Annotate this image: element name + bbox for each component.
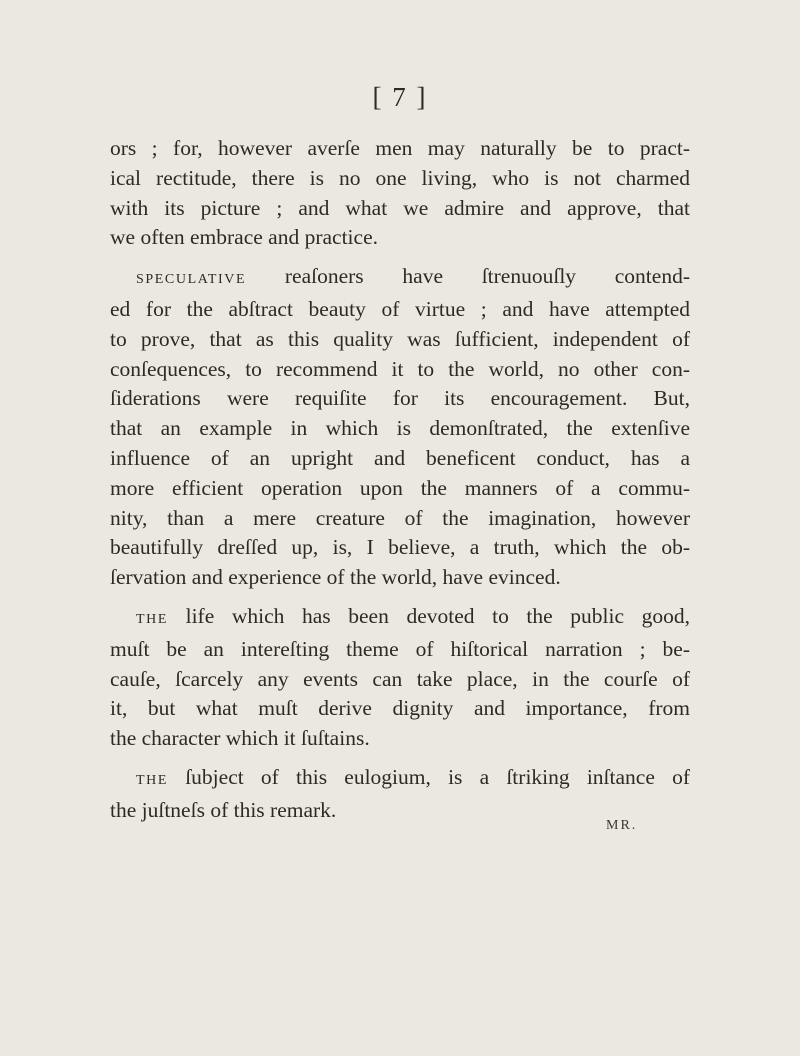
text-line [110, 134, 690, 164]
line-text: influence of an upright and beneficent conduct, has a [110, 445, 690, 470]
text-line [110, 563, 690, 593]
small-caps-lead: THE [136, 611, 169, 627]
text-line [110, 724, 690, 754]
text-line [110, 325, 690, 355]
line-text: cauſe, ſcarcely any events can take place, in the courſe of [110, 666, 690, 691]
line-text: conſequences, to recommend it to the world, no other con- [110, 356, 690, 381]
text-line [110, 223, 690, 253]
line-text: with its picture ; and what we admire and approve, that [110, 195, 690, 220]
line-text: the juſtneſs of this remark. [110, 797, 337, 822]
text-line [110, 796, 690, 826]
line-text: we often embrace and practice. [110, 225, 378, 250]
line-text: more efficient operation upon the manners of a commu- [110, 475, 690, 500]
text-line [110, 194, 690, 224]
text-line [110, 444, 690, 474]
line-text: to prove, that as this quality was ſufficient, independent of [110, 326, 690, 351]
line-text: the character which it ſuſtains. [110, 726, 370, 751]
line-text: ſiderations were requiſite for its encouragement. But, [110, 386, 690, 411]
line-text: ical rectitude, there is no one living, who is not charmed [110, 165, 690, 190]
line-text: life which has been devoted to the public good, [168, 603, 690, 628]
body-text [110, 134, 690, 826]
line-text: nity, than a mere creature of the imagination, however [110, 505, 690, 530]
text-line [110, 635, 690, 665]
text-line [110, 665, 690, 695]
text-line [110, 504, 690, 534]
text-line [110, 602, 690, 635]
page-number: [ 7 ] [372, 82, 428, 112]
line-text: ſervation and experience of the world, have evinced. [110, 565, 561, 590]
text-line [110, 414, 690, 444]
line-text: muſt be an intereſting theme of hiſtorical narration ; be- [110, 636, 690, 661]
paragraph-p4 [110, 763, 690, 826]
paragraph-p2 [110, 262, 690, 593]
text-line [110, 164, 690, 194]
catchword: MR. [606, 818, 638, 833]
line-text: ors ; for, however averſe men may naturally be to pract- [110, 136, 690, 160]
text-line [110, 474, 690, 504]
paragraph-p1 [110, 134, 690, 253]
paragraph-p3 [110, 602, 690, 754]
line-text: ſubject of this eulogium, is a ſtriking inſtance of [168, 764, 690, 789]
text-line [110, 295, 690, 325]
line-text: ed for the abſtract beauty of virtue ; and have attempted [110, 296, 690, 321]
text-line [110, 384, 690, 414]
text-line [110, 533, 690, 563]
small-caps-lead: SPECULATIVE [136, 272, 247, 288]
text-line [110, 694, 690, 724]
line-text: reaſoners have ſtrenuouſly contend- [246, 264, 690, 289]
line-text: beautifully dreſſed up, is, I believe, a truth, which the ob- [110, 535, 690, 560]
text-line [110, 355, 690, 385]
line-text: that an example in which is demonſtrated, the extenſive [110, 416, 690, 441]
small-caps-lead: THE [136, 772, 169, 788]
text-line [110, 763, 690, 796]
line-text: it, but what muſt derive dignity and importance, from [110, 696, 690, 721]
text-line [110, 262, 690, 295]
